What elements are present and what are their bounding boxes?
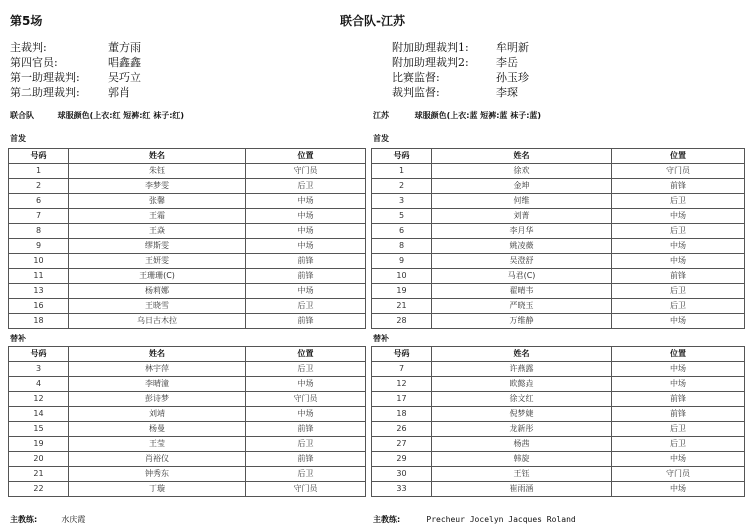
name-header: 姓名 bbox=[69, 149, 246, 164]
player-position: 前锋 bbox=[246, 452, 366, 467]
player-position: 中场 bbox=[246, 407, 366, 422]
player-name: 韩旋 bbox=[432, 452, 612, 467]
player-position: 前锋 bbox=[612, 269, 745, 284]
official-label: 附加助理裁判1: bbox=[392, 41, 469, 54]
table-header-row bbox=[9, 149, 366, 164]
player-number: 13 bbox=[9, 284, 69, 299]
official-name: 吴巧立 bbox=[108, 71, 141, 84]
table-row bbox=[372, 362, 745, 377]
subs-label: 替补 bbox=[373, 334, 389, 343]
player-name: 林宇萍 bbox=[69, 362, 246, 377]
player-name: 倪梦婕 bbox=[432, 407, 612, 422]
player-number: 1 bbox=[372, 164, 432, 179]
player-position: 前锋 bbox=[246, 314, 366, 329]
subs-label: 替补 bbox=[10, 334, 26, 343]
player-name: 徐文红 bbox=[432, 392, 612, 407]
player-name: 万维静 bbox=[432, 314, 612, 329]
starters-table-left bbox=[8, 148, 366, 329]
table-header-row bbox=[372, 347, 745, 362]
player-number: 19 bbox=[372, 284, 432, 299]
player-number: 8 bbox=[9, 224, 69, 239]
table-row bbox=[372, 314, 745, 329]
table-row bbox=[9, 299, 366, 314]
player-name: 肖裕仪 bbox=[69, 452, 246, 467]
player-position: 中场 bbox=[246, 224, 366, 239]
official-label: 附加助理裁判2: bbox=[392, 56, 469, 69]
official-label: 第四官员: bbox=[10, 56, 58, 69]
table-row bbox=[9, 392, 366, 407]
player-name: 王珊珊(C) bbox=[69, 269, 246, 284]
table-row bbox=[9, 452, 366, 467]
player-name: 何维 bbox=[432, 194, 612, 209]
player-position: 后卫 bbox=[612, 224, 745, 239]
official-name: 孙玉珍 bbox=[496, 71, 529, 84]
table-row bbox=[372, 299, 745, 314]
table-row bbox=[372, 392, 745, 407]
player-number: 3 bbox=[372, 194, 432, 209]
table-row bbox=[372, 284, 745, 299]
kit-colors: 球服颜色(上衣:蓝 短裤:蓝 袜子:蓝) bbox=[414, 111, 542, 120]
name-header: 姓名 bbox=[432, 347, 612, 362]
player-position: 守门员 bbox=[612, 164, 745, 179]
player-number: 17 bbox=[372, 392, 432, 407]
player-number: 5 bbox=[372, 209, 432, 224]
table-row bbox=[9, 422, 366, 437]
player-position: 后卫 bbox=[246, 437, 366, 452]
player-position: 后卫 bbox=[246, 299, 366, 314]
table-row bbox=[372, 164, 745, 179]
player-number: 10 bbox=[372, 269, 432, 284]
table-row bbox=[9, 362, 366, 377]
coach-right bbox=[373, 507, 576, 526]
team-right-kit-line bbox=[373, 110, 541, 121]
player-number: 12 bbox=[372, 377, 432, 392]
player-number: 21 bbox=[9, 467, 69, 482]
player-number: 6 bbox=[372, 224, 432, 239]
table-row bbox=[9, 254, 366, 269]
player-number: 3 bbox=[9, 362, 69, 377]
official-name: 董方雨 bbox=[108, 41, 141, 54]
table-row bbox=[372, 452, 745, 467]
table-row bbox=[372, 239, 745, 254]
table-row bbox=[372, 179, 745, 194]
player-name: 马君(C) bbox=[432, 269, 612, 284]
player-number: 1 bbox=[9, 164, 69, 179]
officials-right bbox=[392, 40, 692, 100]
player-position: 中场 bbox=[246, 377, 366, 392]
table-row bbox=[9, 164, 366, 179]
player-number: 29 bbox=[372, 452, 432, 467]
table-row bbox=[372, 194, 745, 209]
starters-label: 首发 bbox=[373, 134, 389, 143]
position-header: 位置 bbox=[612, 347, 745, 362]
table-row bbox=[372, 437, 745, 452]
table-row bbox=[9, 224, 366, 239]
player-position: 后卫 bbox=[612, 299, 745, 314]
kit-colors: 球服颜色(上衣:红 短裤:红 袜子:红) bbox=[57, 111, 185, 120]
player-number: 8 bbox=[372, 239, 432, 254]
number-header: 号码 bbox=[372, 149, 432, 164]
player-position: 前锋 bbox=[612, 407, 745, 422]
official-name: 牟明新 bbox=[496, 41, 529, 54]
player-position: 中场 bbox=[612, 362, 745, 377]
coach-label: 主教练: bbox=[373, 515, 401, 524]
player-name: 乌日古木拉 bbox=[69, 314, 246, 329]
player-name: 彭诗梦 bbox=[69, 392, 246, 407]
coach-label: 主教练: bbox=[10, 515, 38, 524]
number-header: 号码 bbox=[9, 149, 69, 164]
match-title: 第5场 bbox=[10, 14, 43, 28]
player-name: 杨莉娜 bbox=[69, 284, 246, 299]
table-header-row bbox=[372, 149, 745, 164]
player-number: 18 bbox=[9, 314, 69, 329]
player-number: 2 bbox=[9, 179, 69, 194]
player-name: 姚凌薇 bbox=[432, 239, 612, 254]
player-number: 9 bbox=[372, 254, 432, 269]
player-name: 丁璇 bbox=[69, 482, 246, 497]
table-row bbox=[372, 407, 745, 422]
player-number: 14 bbox=[9, 407, 69, 422]
table-row bbox=[9, 209, 366, 224]
player-name: 李月华 bbox=[432, 224, 612, 239]
player-name: 李晴潼 bbox=[69, 377, 246, 392]
player-name: 王霜 bbox=[69, 209, 246, 224]
player-position: 前锋 bbox=[246, 269, 366, 284]
player-name: 徐欢 bbox=[432, 164, 612, 179]
player-position: 中场 bbox=[612, 239, 745, 254]
player-name: 龙新彤 bbox=[432, 422, 612, 437]
player-name: 崔雨涵 bbox=[432, 482, 612, 497]
player-name: 杨曼 bbox=[69, 422, 246, 437]
player-name: 朱钰 bbox=[69, 164, 246, 179]
player-position: 后卫 bbox=[612, 284, 745, 299]
player-name: 金坤 bbox=[432, 179, 612, 194]
player-name: 王钰 bbox=[432, 467, 612, 482]
player-position: 守门员 bbox=[246, 482, 366, 497]
team-name: 江苏 bbox=[373, 111, 389, 120]
player-position: 中场 bbox=[246, 239, 366, 254]
player-name: 吴澄舒 bbox=[432, 254, 612, 269]
table-row bbox=[9, 467, 366, 482]
player-number: 16 bbox=[9, 299, 69, 314]
player-number: 30 bbox=[372, 467, 432, 482]
player-position: 前锋 bbox=[612, 179, 745, 194]
coach-name: Precheur Jocelyn Jacques Roland bbox=[426, 515, 576, 524]
player-position: 中场 bbox=[612, 209, 745, 224]
player-number: 28 bbox=[372, 314, 432, 329]
table-row bbox=[9, 194, 366, 209]
player-name: 王晓雪 bbox=[69, 299, 246, 314]
player-position: 后卫 bbox=[246, 467, 366, 482]
table-row bbox=[9, 284, 366, 299]
player-position: 中场 bbox=[246, 284, 366, 299]
player-number: 6 bbox=[9, 194, 69, 209]
table-row bbox=[9, 482, 366, 497]
player-name: 王焱 bbox=[69, 224, 246, 239]
table-row bbox=[372, 269, 745, 284]
player-number: 11 bbox=[9, 269, 69, 284]
player-name: 严晓玉 bbox=[432, 299, 612, 314]
table-row bbox=[372, 482, 745, 497]
position-header: 位置 bbox=[246, 347, 366, 362]
table-row bbox=[9, 407, 366, 422]
coach-name: 水庆霞 bbox=[61, 515, 86, 524]
player-name: 翟晴韦 bbox=[432, 284, 612, 299]
teams-title: 联合队-江苏 bbox=[340, 14, 405, 28]
player-name: 缪斯雯 bbox=[69, 239, 246, 254]
official-name: 李琛 bbox=[496, 86, 518, 99]
player-position: 后卫 bbox=[246, 179, 366, 194]
player-name: 王莹 bbox=[69, 437, 246, 452]
position-header: 位置 bbox=[246, 149, 366, 164]
official-label: 主裁判: bbox=[10, 41, 47, 54]
player-number: 4 bbox=[9, 377, 69, 392]
player-position: 守门员 bbox=[246, 164, 366, 179]
player-name: 刘靖 bbox=[69, 407, 246, 422]
player-number: 20 bbox=[9, 452, 69, 467]
table-row bbox=[9, 377, 366, 392]
player-position: 守门员 bbox=[246, 392, 366, 407]
name-header: 姓名 bbox=[432, 149, 612, 164]
player-name: 王妍雯 bbox=[69, 254, 246, 269]
player-position: 中场 bbox=[612, 314, 745, 329]
player-position: 前锋 bbox=[246, 422, 366, 437]
player-number: 15 bbox=[9, 422, 69, 437]
table-row bbox=[372, 467, 745, 482]
officials-left bbox=[10, 40, 310, 100]
player-position: 前锋 bbox=[612, 392, 745, 407]
table-row bbox=[372, 209, 745, 224]
table-row bbox=[372, 377, 745, 392]
official-name: 郭肖 bbox=[108, 86, 130, 99]
starters-label: 首发 bbox=[10, 134, 26, 143]
player-position: 前锋 bbox=[246, 254, 366, 269]
official-label: 裁判监督: bbox=[392, 86, 440, 99]
number-header: 号码 bbox=[372, 347, 432, 362]
player-number: 10 bbox=[9, 254, 69, 269]
player-number: 19 bbox=[9, 437, 69, 452]
number-header: 号码 bbox=[9, 347, 69, 362]
player-position: 中场 bbox=[612, 482, 745, 497]
name-header: 姓名 bbox=[69, 347, 246, 362]
player-number: 7 bbox=[9, 209, 69, 224]
table-row bbox=[9, 269, 366, 284]
player-position: 后卫 bbox=[612, 194, 745, 209]
player-number: 22 bbox=[9, 482, 69, 497]
position-header: 位置 bbox=[612, 149, 745, 164]
player-number: 21 bbox=[372, 299, 432, 314]
player-name: 欧懿垚 bbox=[432, 377, 612, 392]
team-name: 联合队 bbox=[10, 111, 34, 120]
player-number: 33 bbox=[372, 482, 432, 497]
table-row bbox=[372, 422, 745, 437]
player-position: 守门员 bbox=[612, 467, 745, 482]
player-position: 中场 bbox=[612, 452, 745, 467]
official-name: 李岳 bbox=[496, 56, 518, 69]
player-number: 9 bbox=[9, 239, 69, 254]
table-row bbox=[372, 254, 745, 269]
team-left-kit-line bbox=[10, 110, 184, 121]
table-row bbox=[9, 314, 366, 329]
official-name: 唱鑫鑫 bbox=[108, 56, 141, 69]
player-position: 后卫 bbox=[612, 422, 745, 437]
official-label: 第一助理裁判: bbox=[10, 71, 80, 84]
player-position: 中场 bbox=[612, 377, 745, 392]
player-position: 中场 bbox=[246, 209, 366, 224]
table-row bbox=[9, 179, 366, 194]
player-name: 李梦雯 bbox=[69, 179, 246, 194]
player-position: 中场 bbox=[246, 194, 366, 209]
official-label: 第二助理裁判: bbox=[10, 86, 80, 99]
player-name: 钟秀东 bbox=[69, 467, 246, 482]
table-row bbox=[372, 224, 745, 239]
player-name: 张馨 bbox=[69, 194, 246, 209]
player-number: 12 bbox=[9, 392, 69, 407]
table-row bbox=[9, 239, 366, 254]
player-position: 后卫 bbox=[612, 437, 745, 452]
subs-table-right bbox=[371, 346, 745, 497]
official-label: 比赛监督: bbox=[392, 71, 440, 84]
player-number: 18 bbox=[372, 407, 432, 422]
table-header-row bbox=[9, 347, 366, 362]
subs-table-left bbox=[8, 346, 366, 497]
player-number: 2 bbox=[372, 179, 432, 194]
player-number: 26 bbox=[372, 422, 432, 437]
table-row bbox=[9, 437, 366, 452]
player-position: 中场 bbox=[612, 254, 745, 269]
coach-left bbox=[10, 507, 85, 526]
player-name: 杨茜 bbox=[432, 437, 612, 452]
player-number: 7 bbox=[372, 362, 432, 377]
player-position: 后卫 bbox=[246, 362, 366, 377]
player-name: 刘菁 bbox=[432, 209, 612, 224]
player-name: 许燕露 bbox=[432, 362, 612, 377]
starters-table-right bbox=[371, 148, 745, 329]
player-number: 27 bbox=[372, 437, 432, 452]
